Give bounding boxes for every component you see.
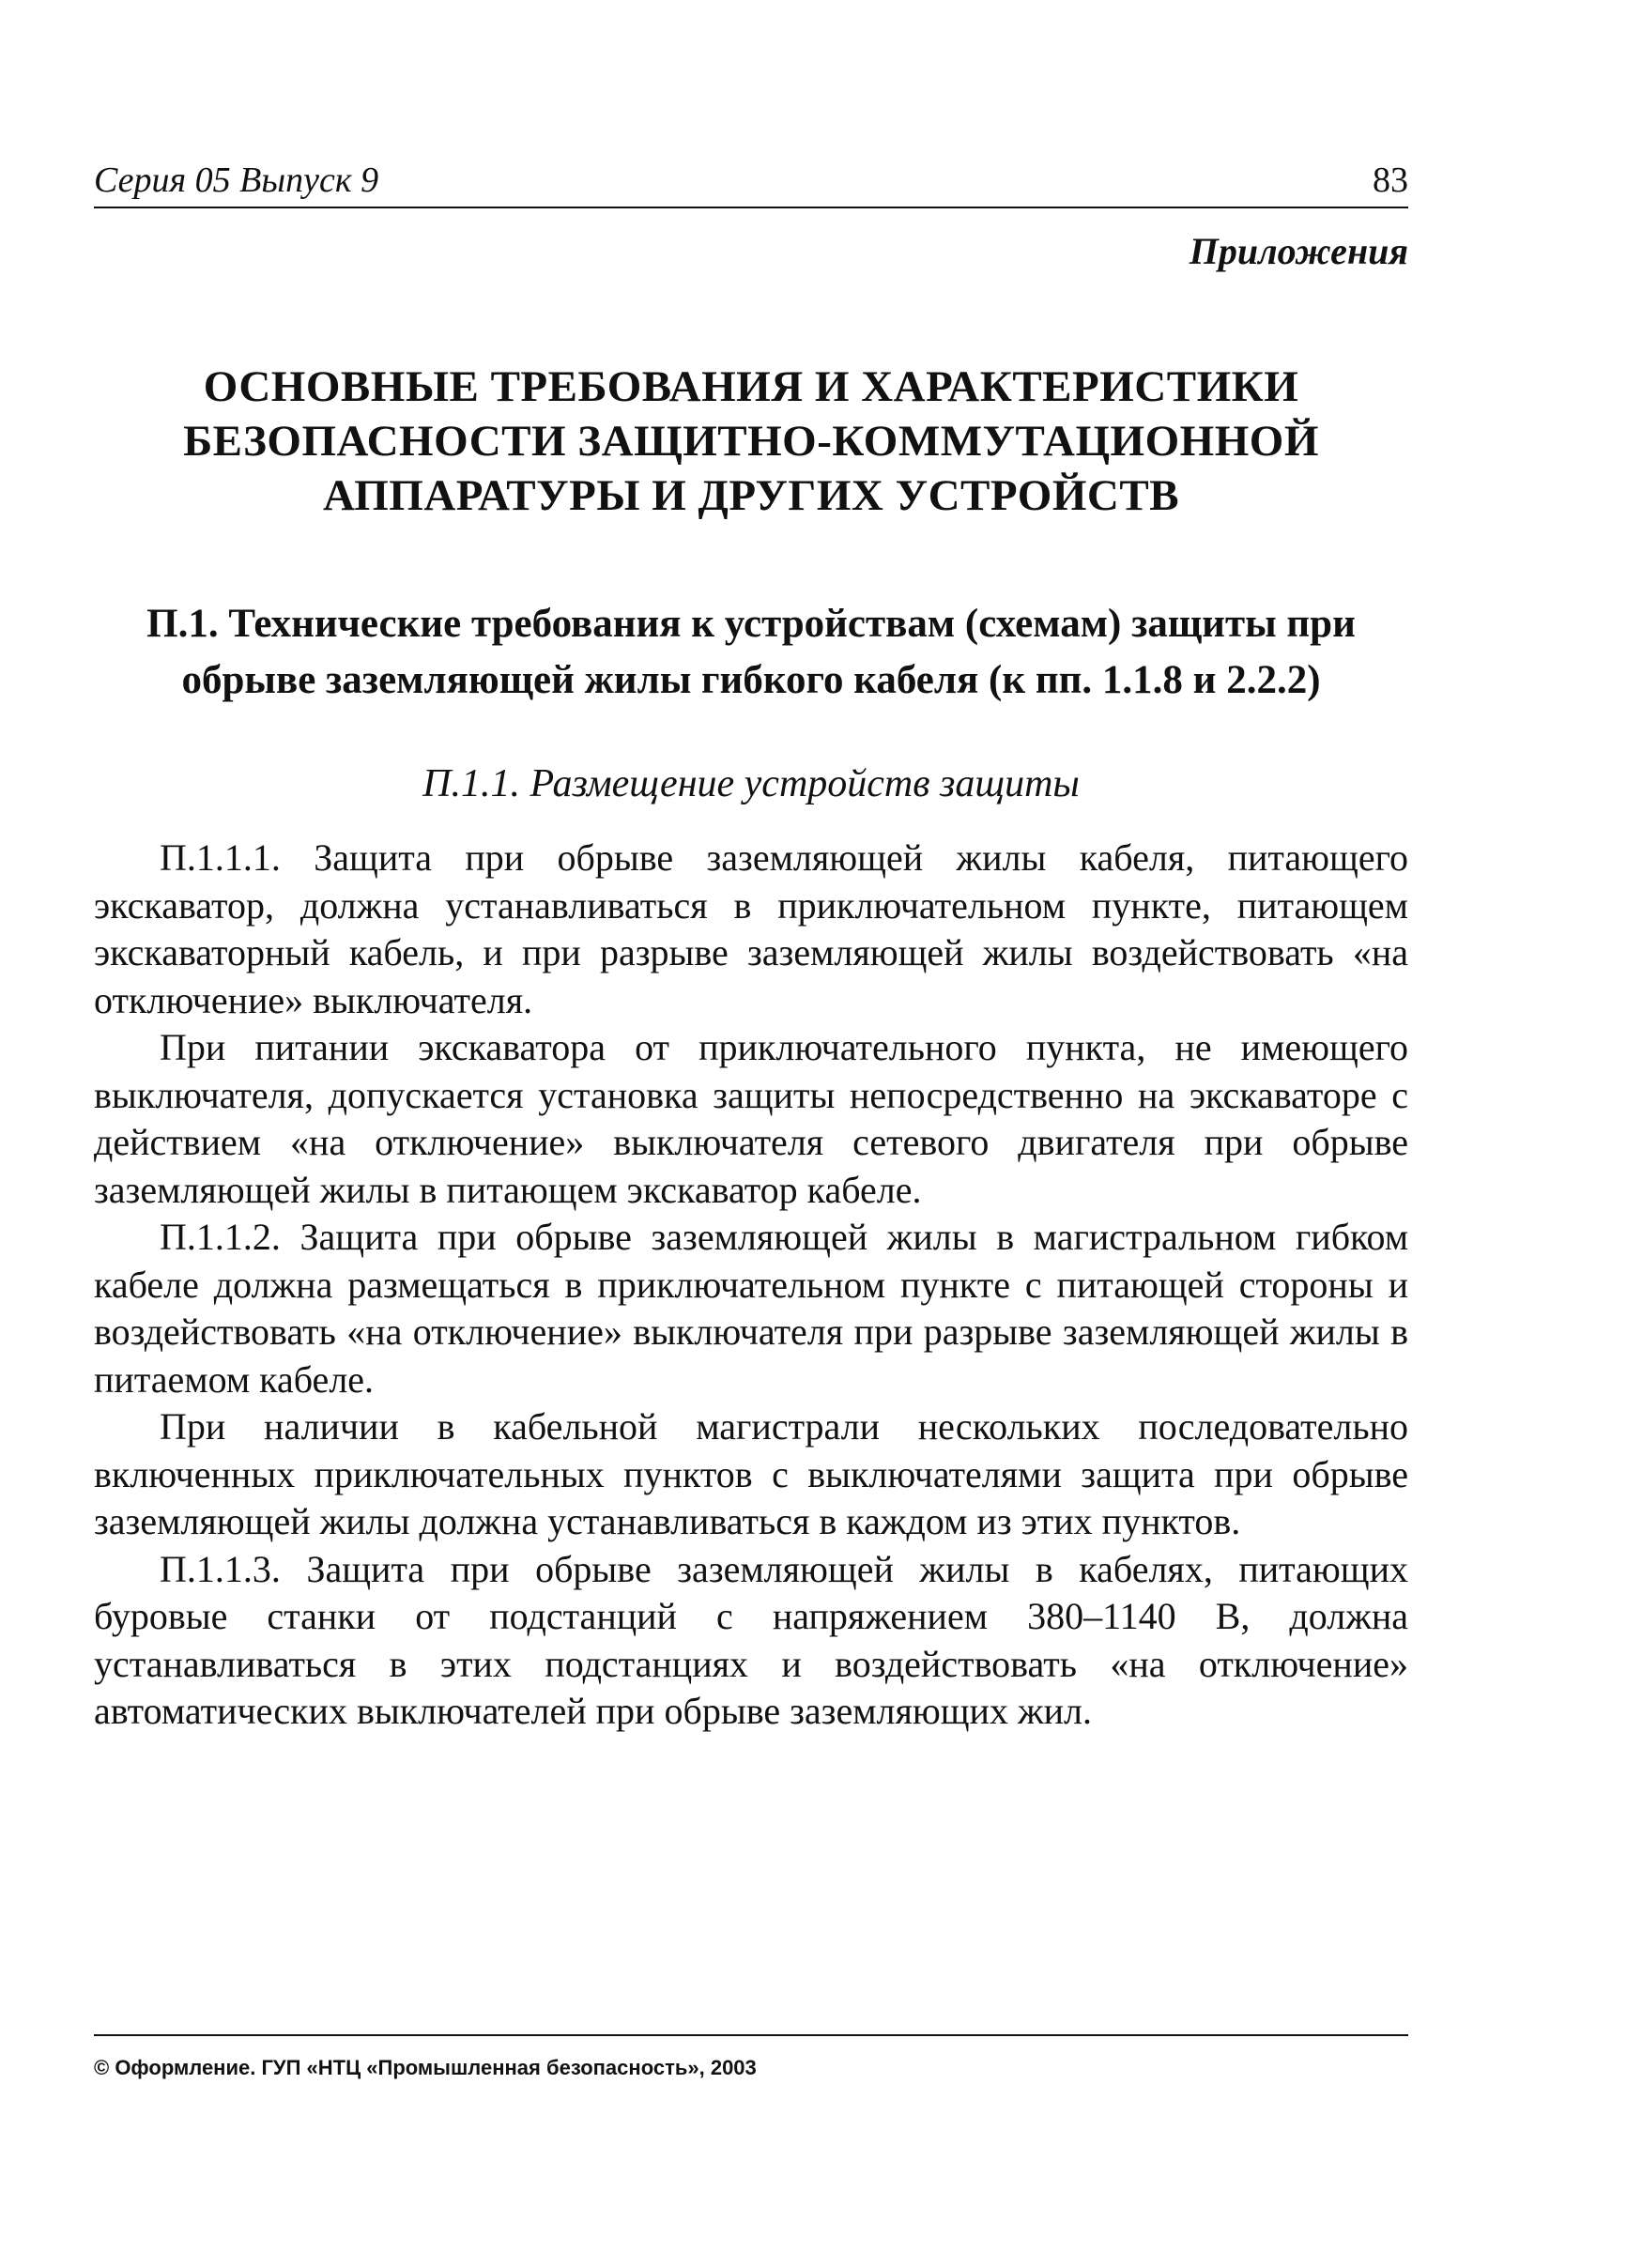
paragraph: П.1.1.2. Защита при обрыве заземляющей жилы в магистральном гибком кабеле должна размещаться в приключательном пункте с питающей стороны и воздействовать «на отключение» выключателя при разрыве заземляющей жилы в питаемом кабеле. bbox=[94, 1216, 1408, 1401]
subsection-title bbox=[113, 596, 1389, 709]
main-title-line: БЕЗОПАСНОСТИ ЗАЩИТНО-КОММУТАЦИОННОЙ bbox=[183, 417, 1319, 466]
subsection-title-line: обрыве заземляющей жилы гибкого кабеля (к пп. 1.1.8 и 2.2.2) bbox=[181, 658, 1321, 702]
footer-divider bbox=[94, 2034, 1408, 2036]
series-label: Серия 05 Выпуск 9 bbox=[94, 161, 379, 200]
paragraph: П.1.1.1. Защита при обрыве заземляющей жилы кабеля, питающего экскаватор, должна устанавливаться в приключательном пункте, питающем экскаваторный кабель, и при разрыве заземляющей жилы воздействовать «на отключение» выключателя. bbox=[94, 836, 1408, 1021]
paragraph: При питании экскаватора от приключательного пункта, не имеющего выключателя, допускается установка защиты непосредственно на экскаваторе с действием «на отключение» выключателя сетевого двигателя при обрыве заземляющей жилы в питающем экскаватор кабеле. bbox=[94, 1026, 1408, 1211]
copyright-notice: © Оформление. ГУП «НТЦ «Промышленная безопасность», 2003 bbox=[94, 2056, 757, 2079]
section-label: Приложения bbox=[1189, 230, 1408, 272]
page-number: 83 bbox=[1373, 161, 1408, 200]
main-title-line: АППАРАТУРЫ И ДРУГИХ УСТРОЙСТВ bbox=[322, 471, 1180, 520]
subsection-title-line: П.1. Технические требования к устройствам (схемам) защиты при bbox=[146, 602, 1356, 646]
document-page bbox=[94, 150, 1408, 2159]
running-header bbox=[94, 150, 1408, 208]
body-text bbox=[94, 835, 1408, 1736]
main-title bbox=[131, 360, 1371, 523]
main-title-line: ОСНОВНЫЕ ТРЕБОВАНИЯ И ХАРАКТЕРИСТИКИ bbox=[203, 362, 1299, 411]
paragraph: При наличии в кабельной магистрали нескольких последовательно включенных приключательных пунктов с выключателями защита при обрыве заземляющей жилы должна устанавливаться в каждом из этих пунктов. bbox=[94, 1405, 1408, 1542]
sub-subsection-title: П.1.1. Размещение устройств защиты bbox=[422, 762, 1080, 805]
paragraph: П.1.1.3. Защита при обрыве заземляющей жилы в кабелях, питающих буровые станки от подстанций с напряжением 380–1140 В, должна устанавливаться в этих подстанциях и воздействовать «на отключение» автоматических выключателей при обрыве заземляющих жил. bbox=[94, 1547, 1408, 1732]
